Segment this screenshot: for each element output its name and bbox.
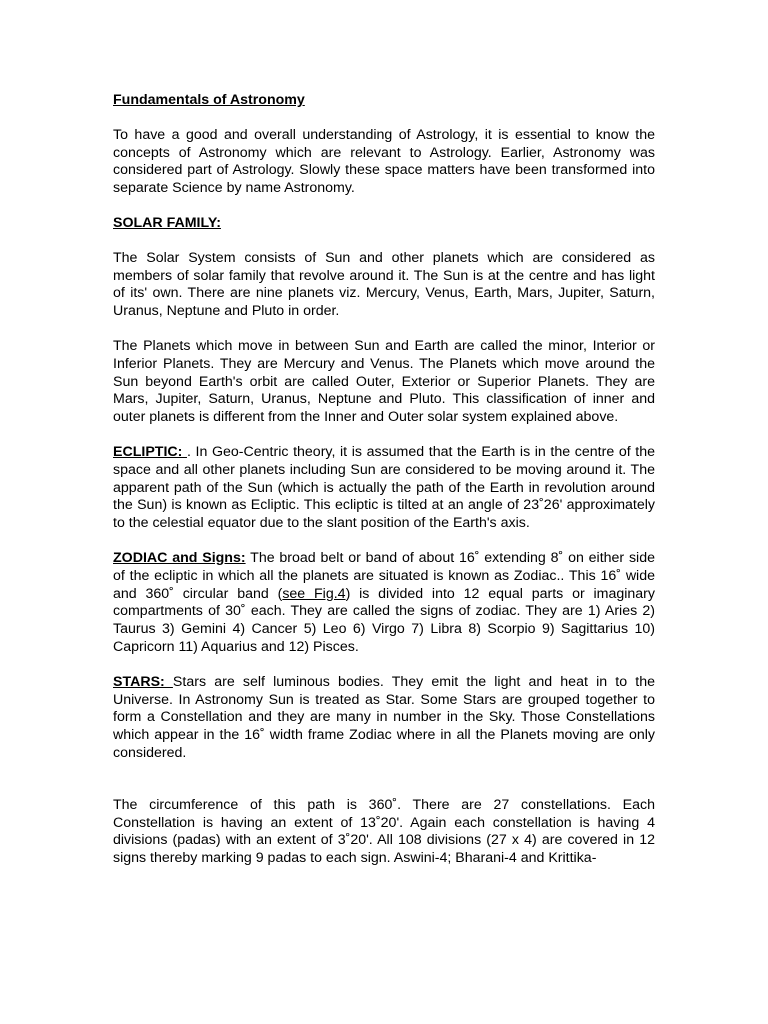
intro-paragraph: To have a good and overall understanding of Astrology, it is essential to know the concepts of Astronomy which are relevant to Astrology. Earlier, Astronomy was considered part of Astrology. Slowly these space matters have been transformed into separate Science by name Astronomy. bbox=[113, 126, 655, 197]
fig-reference-link[interactable]: see Fig.4 bbox=[282, 585, 346, 602]
zodiac-heading: ZODIAC and Signs: bbox=[113, 549, 246, 566]
solar-family-heading: SOLAR FAMILY: bbox=[113, 214, 221, 231]
stars-heading: STARS: bbox=[113, 673, 173, 690]
document-title: Fundamentals of Astronomy bbox=[113, 92, 305, 108]
stars-text: Stars are self luminous bodies. They emit the light and heat in to the Universe. In Astronomy Sun is treated as Star. Some Stars are grouped together to form a Constellation and they are many in number in the Sky. Those Constellations which appear in the 16˚ width frame Zodiac where in all the Planets moving are only considered. bbox=[113, 673, 655, 761]
circumference-paragraph: The circumference of this path is 360˚. There are 27 constellations. Each Constellation is having an extent of 13˚20'. Again each constellation is having 4 divisions (padas) with an extent of 3˚20'. All 108 divisions (27 x 4) are covered in 12 signs thereby marking 9 padas to each sign. Aswini-4; Bharani-4 and Krittika- bbox=[113, 796, 655, 867]
stars-paragraph bbox=[113, 674, 655, 763]
solar-family-paragraph-1: The Solar System consists of Sun and other planets which are considered as members of solar family that revolve around it. The Sun is at the centre and has light of its' own. There are nine planets viz. Mercury, Venus, Earth, Mars, Jupiter, Saturn, Uranus, Neptune and Pluto in order. bbox=[113, 249, 655, 320]
solar-family-paragraph-2: The Planets which move in between Sun and Earth are called the minor, Interior or Inferior Planets. They are Mercury and Venus. The Planets which move around the Sun beyond Earth's orbit are called Outer, Exterior or Superior Planets. They are Mars, Jupiter, Saturn, Uranus, Neptune and Pluto. This classification of inner and outer planets is different from the Inner and Outer solar system explained above. bbox=[113, 337, 655, 426]
zodiac-paragraph bbox=[113, 550, 655, 657]
zodiac-text-before: The broad belt or band of about 16˚ extending 8˚ on either side of the ecliptic in which all the planets are situated is known as Zodiac.. This 16˚ wide and 360˚ circular band ( bbox=[113, 549, 655, 602]
document-page bbox=[113, 92, 655, 885]
ecliptic-heading: ECLIPTIC: bbox=[113, 443, 187, 460]
spacer bbox=[113, 780, 655, 797]
ecliptic-text: . In Geo-Centric theory, it is assumed that the Earth is in the centre of the space and all other planets including Sun are considered to be moving around it. The apparent path of the Sun (which is actually the path of the Earth in revolution around the Sun) is known as Ecliptic. This ecliptic is tilted at an angle of 23˚26' approximately to the celestial equator due to the slant position of the Earth's axis. bbox=[113, 443, 655, 532]
zodiac-text-after: ) is divided into 12 equal parts or imaginary compartments of 30˚ each. They are called the signs of zodiac. They are 1) Aries 2) Taurus 3) Gemini 4) Cancer 5) Leo 6) Virgo 7) Libra 8) Scorpio 9) Sagittarius 10) Capricorn 11) Aquarius and 12) Pisces. bbox=[113, 585, 656, 655]
ecliptic-paragraph bbox=[113, 444, 655, 533]
